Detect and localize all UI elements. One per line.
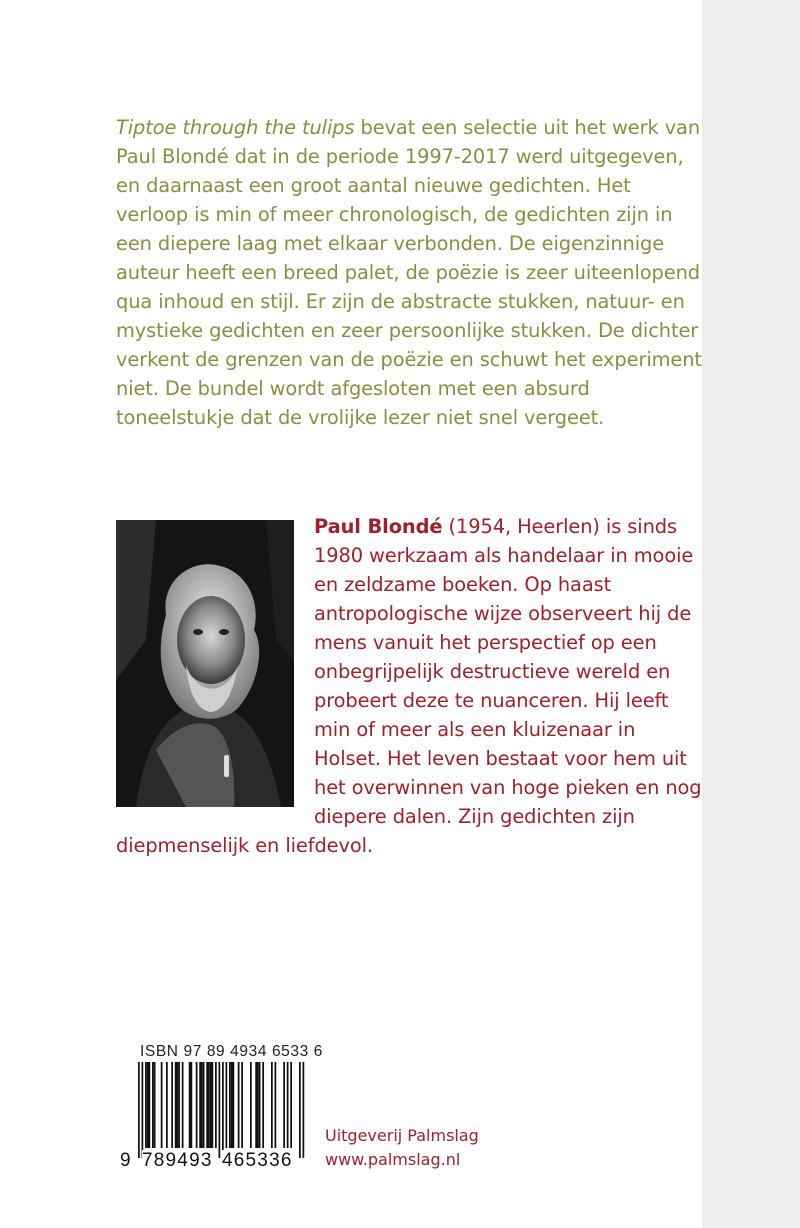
barcode-bar bbox=[149, 1062, 151, 1148]
barcode-bar bbox=[303, 1062, 305, 1158]
barcode-bar bbox=[229, 1062, 231, 1148]
barcode-bar bbox=[299, 1062, 301, 1158]
publisher-block bbox=[325, 1124, 479, 1172]
barcode-bar bbox=[142, 1062, 144, 1158]
barcode-bar bbox=[203, 1062, 205, 1148]
author-bio-text: (1954, Heerlen) is sinds 1980 werkzaam als handelaar in mooie en zeldzame boeken. Op haast antropologische wijze observeert hij de mens vanuit het perspectief op een onbegrijpelijk destructieve wereld en probeert deze te nuanceren. Hij leeft min of meer als een kluizenaar in Holset. Het leven bestaat voor hem uit het overwinnen van hoge pieken en nog diepere dalen. Zijn gedichten zijn diepmenselijk en liefdevol. bbox=[116, 515, 702, 857]
barcode-bar bbox=[259, 1062, 261, 1148]
barcode-left-group: 789493 bbox=[142, 1150, 213, 1171]
publisher-url: www.palmslag.nl bbox=[325, 1150, 461, 1169]
barcode-bar bbox=[257, 1062, 259, 1148]
barcode-bar bbox=[161, 1062, 163, 1148]
barcode-bar bbox=[238, 1062, 240, 1148]
barcode-first-digit: 9 bbox=[120, 1150, 132, 1171]
barcode-bar bbox=[171, 1062, 173, 1148]
barcode-bar bbox=[241, 1062, 243, 1148]
author-section bbox=[116, 512, 702, 860]
book-title: Tiptoe through the tulips bbox=[116, 116, 355, 139]
barcode-bar bbox=[233, 1062, 235, 1148]
barcode-bar bbox=[206, 1062, 208, 1148]
barcode-bar bbox=[191, 1062, 193, 1148]
barcode-bar bbox=[250, 1062, 252, 1148]
barcode-bar bbox=[287, 1062, 289, 1148]
barcode-bar bbox=[255, 1062, 257, 1148]
author-name: Paul Blondé bbox=[314, 515, 443, 538]
barcode-bar bbox=[215, 1062, 217, 1148]
barcode-right-group: 465336 bbox=[222, 1150, 293, 1171]
barcode-bar bbox=[154, 1062, 156, 1148]
barcode-bar bbox=[138, 1062, 140, 1158]
publisher-name: Uitgeverij Palmslag bbox=[325, 1126, 479, 1145]
barcode-bar bbox=[231, 1062, 233, 1148]
barcode-bar bbox=[275, 1062, 277, 1148]
barcode-bar bbox=[189, 1062, 191, 1148]
barcode-bar bbox=[145, 1062, 147, 1148]
barcode-bar bbox=[283, 1062, 285, 1148]
barcode-bar bbox=[208, 1062, 210, 1148]
blurb-paragraph bbox=[116, 113, 702, 432]
barcode-bar bbox=[271, 1062, 273, 1148]
barcode-bar bbox=[166, 1062, 168, 1148]
author-photo bbox=[116, 520, 294, 807]
barcode-bar bbox=[201, 1062, 203, 1148]
barcode-bar bbox=[210, 1062, 212, 1148]
barcode-bar bbox=[175, 1062, 177, 1148]
barcode-bar bbox=[152, 1062, 154, 1148]
barcode-bar bbox=[199, 1062, 201, 1148]
side-strip bbox=[702, 0, 800, 1228]
barcode-bar bbox=[177, 1062, 179, 1148]
barcode-bar bbox=[212, 1062, 214, 1148]
barcode-bar bbox=[219, 1062, 221, 1158]
barcode-bar bbox=[178, 1062, 180, 1148]
barcode-bar bbox=[182, 1062, 184, 1148]
barcode-bar bbox=[222, 1062, 224, 1158]
isbn-label: ISBN 97 89 4934 6533 6 bbox=[140, 1043, 323, 1060]
barcode-bar bbox=[262, 1062, 264, 1148]
barcode-bar bbox=[226, 1062, 228, 1148]
barcode-bar bbox=[196, 1062, 198, 1148]
blurb-text: bevat een selectie uit het werk van Paul Blondé dat in de periode 1997-2017 werd uitgegeven, en daarnaast een groot aantal nieuwe gedichten. Het verloop is min of meer chronologisch, de gedichten zijn in een diepere laag met elkaar verbonden. De eigenzinnige auteur heeft een breed palet, de poëzie is zeer uiteenlopend qua inhoud en stijl. Er zijn de abstracte stukken, natuur- en mystieke gedichten en zeer persoonlijke stukken. De dichter verkent de grenzen van de poëzie en schuwt het experiment niet. De bundel wordt afgesloten met een absurd toneelstukje dat de vrolijke lezer niet snel vergeet. bbox=[116, 116, 702, 429]
barcode-bar bbox=[290, 1062, 292, 1148]
barcode-bar bbox=[147, 1062, 149, 1148]
